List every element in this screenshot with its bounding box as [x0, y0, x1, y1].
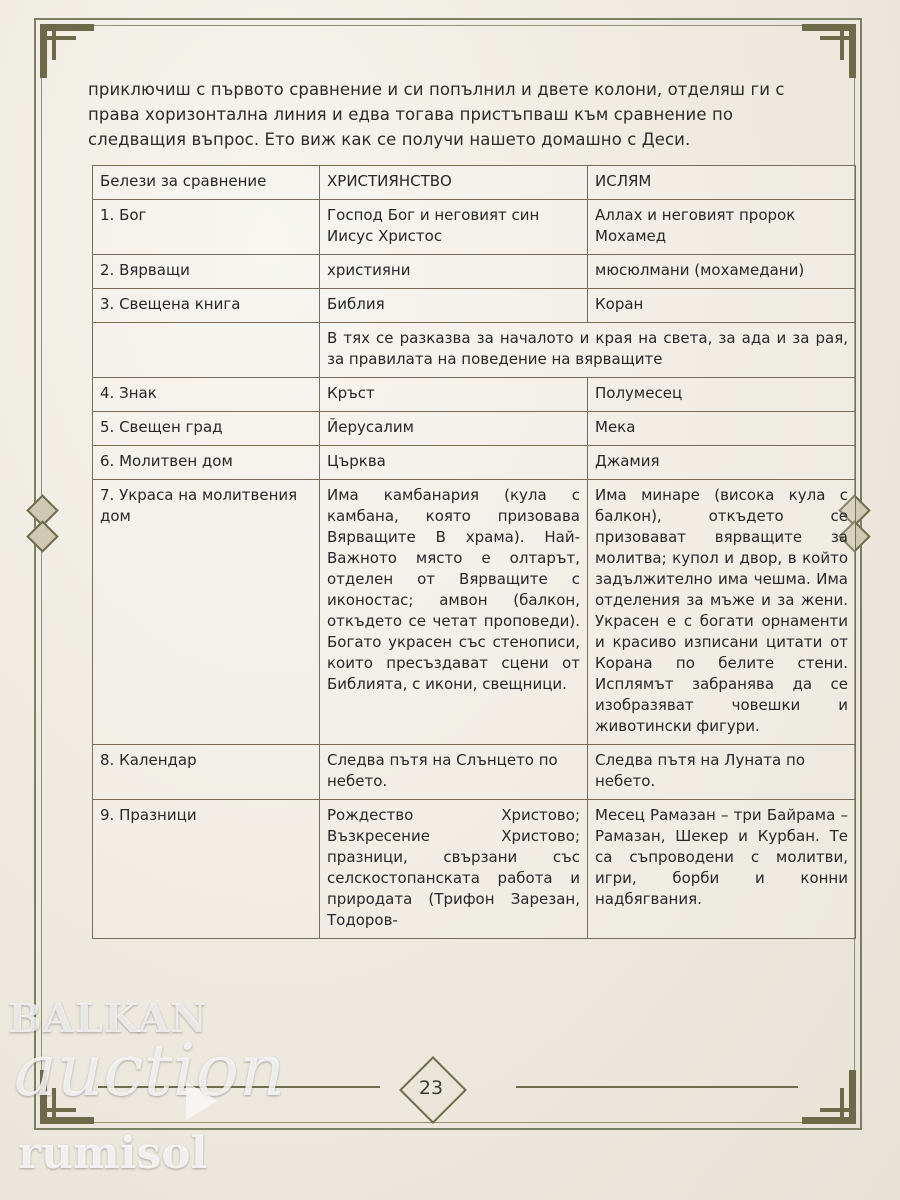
table-row	[93, 412, 856, 446]
row-islam: Полумесец	[588, 378, 856, 412]
corner-ornament-bottom-left	[40, 1070, 94, 1124]
table-row	[93, 446, 856, 480]
corner-ornament-top-right	[802, 24, 856, 78]
table-row	[93, 255, 856, 289]
table-row	[93, 200, 856, 255]
row-christianity: Църква	[320, 446, 588, 480]
row-feature: 5. Свещен град	[93, 412, 320, 446]
row-islam: мюсюлмани (мохамедани)	[588, 255, 856, 289]
footer-rule-left	[98, 1086, 380, 1088]
page-number-badge	[403, 1060, 459, 1116]
comparison-table	[92, 165, 856, 939]
row-feature: 1. Бог	[93, 200, 320, 255]
column-header-islam: ИСЛЯМ	[588, 166, 856, 200]
row-islam: Аллах и неговият пророк Мохамед	[588, 200, 856, 255]
row-feature: 9. Празници	[93, 800, 320, 939]
row-feature: 6. Молитвен дом	[93, 446, 320, 480]
corner-ornament-bottom-right	[802, 1070, 856, 1124]
column-header-feature: Белези за сравнение	[93, 166, 320, 200]
row-feature-empty	[93, 323, 320, 378]
row-feature: 8. Календар	[93, 745, 320, 800]
row-islam: Коран	[588, 289, 856, 323]
row-islam: Следва пътя на Луната по небето.	[588, 745, 856, 800]
row-feature: 7. Украса на молитвения дом	[93, 480, 320, 745]
row-christianity: Библия	[320, 289, 588, 323]
row-christianity: християни	[320, 255, 588, 289]
page-number: 23	[418, 1077, 444, 1099]
table-row	[93, 378, 856, 412]
row-merged-description: В тях се разказва за началото и края на света, за ада и за рая, за правилата на поведение на вярващите	[320, 323, 856, 378]
side-ornament-left	[28, 497, 56, 557]
intro-paragraph: приключиш с първото сравнение и си попълнил и двете колони, отделяш ги с права хоризонтална линия и едва тогава пристъпваш към сравнение по следващия въпрос. Ето виж как се получи нашето домашно с Деси.	[88, 79, 785, 149]
row-feature: 2. Вярващи	[93, 255, 320, 289]
row-christianity: Йерусалим	[320, 412, 588, 446]
row-feature: 3. Свещена книга	[93, 289, 320, 323]
watermark-auction: auction	[14, 1028, 286, 1112]
table-header-row	[93, 166, 856, 200]
table-row-merged	[93, 323, 856, 378]
table-row	[93, 800, 856, 939]
row-christianity: Рождество Христово; Възкресение Христово; празници, свързани със селскостопанската работа и природата (Трифон Зарезан, Тодоров-	[320, 800, 588, 939]
watermark-balkan: BALKAN	[8, 995, 208, 1042]
corner-ornament-top-left	[40, 24, 94, 78]
row-christianity: Следва пътя на Слънцето по небето.	[320, 745, 588, 800]
row-islam: Мека	[588, 412, 856, 446]
row-islam: Джамия	[588, 446, 856, 480]
table-row	[93, 745, 856, 800]
row-christianity: Господ Бог и неговият син Иисус Христос	[320, 200, 588, 255]
row-islam: Месец Рамазан – три Байрама – Рамазан, Шекер и Курбан. Те са съпроводени с молитви, игри, борби и конни надбягвания.	[588, 800, 856, 939]
watermark-rumisol: rumisol	[18, 1128, 208, 1179]
table-row	[93, 480, 856, 745]
row-feature: 4. Знак	[93, 378, 320, 412]
row-christianity: Има камбанария (кула с камбана, която призовава Вярващите В храма). Най-Важното място е олтарът, отделен от Вярващите с иконостас; амвон (балкон, откъдето се четат проповеди). Богато украсен със стенописи, които пресъздават сцени от Библията, с икони, свещници.	[320, 480, 588, 745]
column-header-christianity: ХРИСТИЯНСТВО	[320, 166, 588, 200]
footer-rule-right	[516, 1086, 798, 1088]
table-row	[93, 289, 856, 323]
row-islam: Има минаре (висока кула с балкон), откъдето се призовават вярващите за молитва; купол и двор, в който задължително има чешма. Има отделения за мъже и за жени. Украсен е с богати орнаменти и красиво изписани цитати от Корана по белите стени. Исплямът забранява да се изобразяват човешки и животински фигури.	[588, 480, 856, 745]
row-christianity: Кръст	[320, 378, 588, 412]
